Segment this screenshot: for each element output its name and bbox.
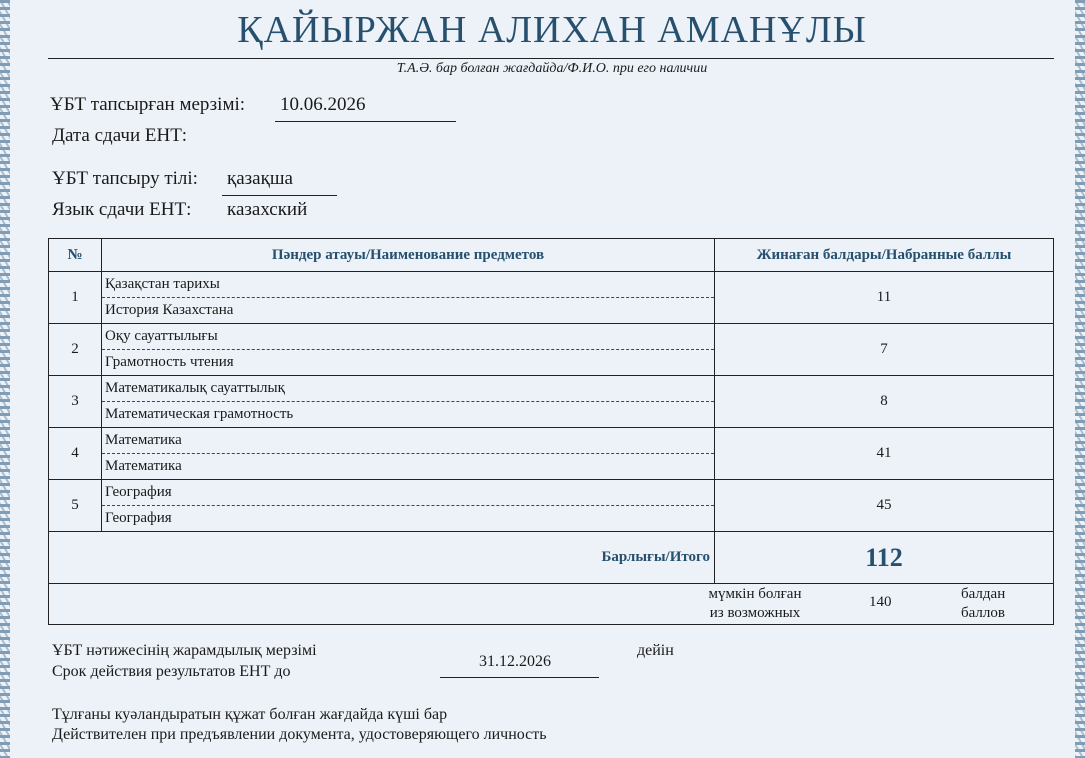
row-subject bbox=[102, 428, 715, 480]
subject-ru: Математика bbox=[105, 458, 182, 474]
exam-language-value-ru: казахский bbox=[227, 199, 308, 220]
validity-suffix: дейін bbox=[637, 642, 674, 659]
validity-underline bbox=[440, 677, 599, 678]
exam-language-underline bbox=[222, 195, 337, 196]
name-caption: Т.А.Ә. бар болған жағдайда/Ф.И.О. при его наличии bbox=[396, 61, 708, 76]
footer-note-ru: Действителен при предъявлении документа, удостоверяющего личность bbox=[52, 726, 547, 743]
row-subject bbox=[102, 272, 715, 324]
table-row bbox=[49, 324, 1054, 376]
exam-date-underline bbox=[275, 121, 456, 122]
subject-ru: География bbox=[105, 510, 172, 526]
row-score: 41 bbox=[715, 428, 1054, 480]
table-row bbox=[49, 376, 1054, 428]
row-score: 8 bbox=[715, 376, 1054, 428]
subject-ru: Математическая грамотность bbox=[105, 406, 294, 422]
row-subject bbox=[102, 376, 715, 428]
row-subject bbox=[102, 324, 715, 376]
subject-kz: Математика bbox=[102, 428, 714, 454]
max-score-row bbox=[49, 584, 1054, 625]
subject-ru: История Казахстана bbox=[105, 302, 234, 318]
scores-table bbox=[48, 238, 1054, 625]
table-row bbox=[49, 272, 1054, 324]
row-subject bbox=[102, 480, 715, 532]
row-score: 11 bbox=[715, 272, 1054, 324]
validity-label-kz: ҰБТ нәтижесінің жарамдылық мерзімі bbox=[52, 642, 317, 659]
exam-date-label-ru: Дата сдачи ЕНТ: bbox=[52, 125, 188, 146]
exam-language-label-kz: ҰБТ тапсыру тілі: bbox=[52, 168, 198, 189]
exam-language-label-ru: Язык сдачи ЕНТ: bbox=[52, 199, 192, 220]
max-prefix-kz: мүмкін болған bbox=[708, 586, 802, 602]
validity-value: 31.12.2026 bbox=[479, 653, 551, 670]
exam-date-label-kz: ҰБТ тапсырған мерзімі: bbox=[50, 94, 246, 115]
footer-note-kz: Тұлғаны куәландыратын құжат болған жағдайда күші бар bbox=[52, 706, 448, 723]
row-score: 7 bbox=[715, 324, 1054, 376]
table-row bbox=[49, 480, 1054, 532]
max-suffix bbox=[961, 585, 1005, 623]
row-num: 3 bbox=[49, 376, 102, 428]
student-name: ҚАЙЫРЖАН АЛИХАН АМАНҰЛЫ bbox=[237, 9, 867, 51]
header-score: Жинаған балдары/Набранные баллы bbox=[715, 239, 1054, 272]
max-suffix-ru: баллов bbox=[961, 605, 1005, 621]
subject-kz: Қазақстан тарихы bbox=[102, 272, 714, 298]
row-num: 2 bbox=[49, 324, 102, 376]
max-suffix-kz: балдан bbox=[961, 586, 1006, 602]
name-underline bbox=[48, 58, 1054, 59]
exam-date-value: 10.06.2026 bbox=[280, 94, 366, 115]
max-prefix-ru: из возможных bbox=[709, 605, 801, 621]
row-num: 4 bbox=[49, 428, 102, 480]
total-row bbox=[49, 532, 1054, 584]
table-row bbox=[49, 428, 1054, 480]
table-header-row bbox=[49, 239, 1054, 272]
subject-kz: Оқу сауаттылығы bbox=[102, 324, 714, 350]
max-prefix bbox=[695, 585, 815, 623]
max-value: 140 bbox=[869, 594, 892, 610]
subject-ru: Грамотность чтения bbox=[105, 354, 234, 370]
subject-kz: География bbox=[102, 480, 714, 506]
row-num: 1 bbox=[49, 272, 102, 324]
subject-kz: Математикалық сауаттылық bbox=[102, 376, 714, 402]
total-value: 112 bbox=[715, 532, 1054, 584]
max-score-cell bbox=[49, 584, 1054, 625]
exam-language-value-kz: қазақша bbox=[227, 168, 293, 189]
validity-label-ru: Срок действия результатов ЕНТ до bbox=[52, 663, 291, 680]
row-score: 45 bbox=[715, 480, 1054, 532]
header-num: № bbox=[49, 239, 102, 272]
header-subject: Пәндер атауы/Наименование предметов bbox=[102, 239, 715, 272]
total-label: Барлығы/Итого bbox=[49, 532, 715, 584]
row-num: 5 bbox=[49, 480, 102, 532]
